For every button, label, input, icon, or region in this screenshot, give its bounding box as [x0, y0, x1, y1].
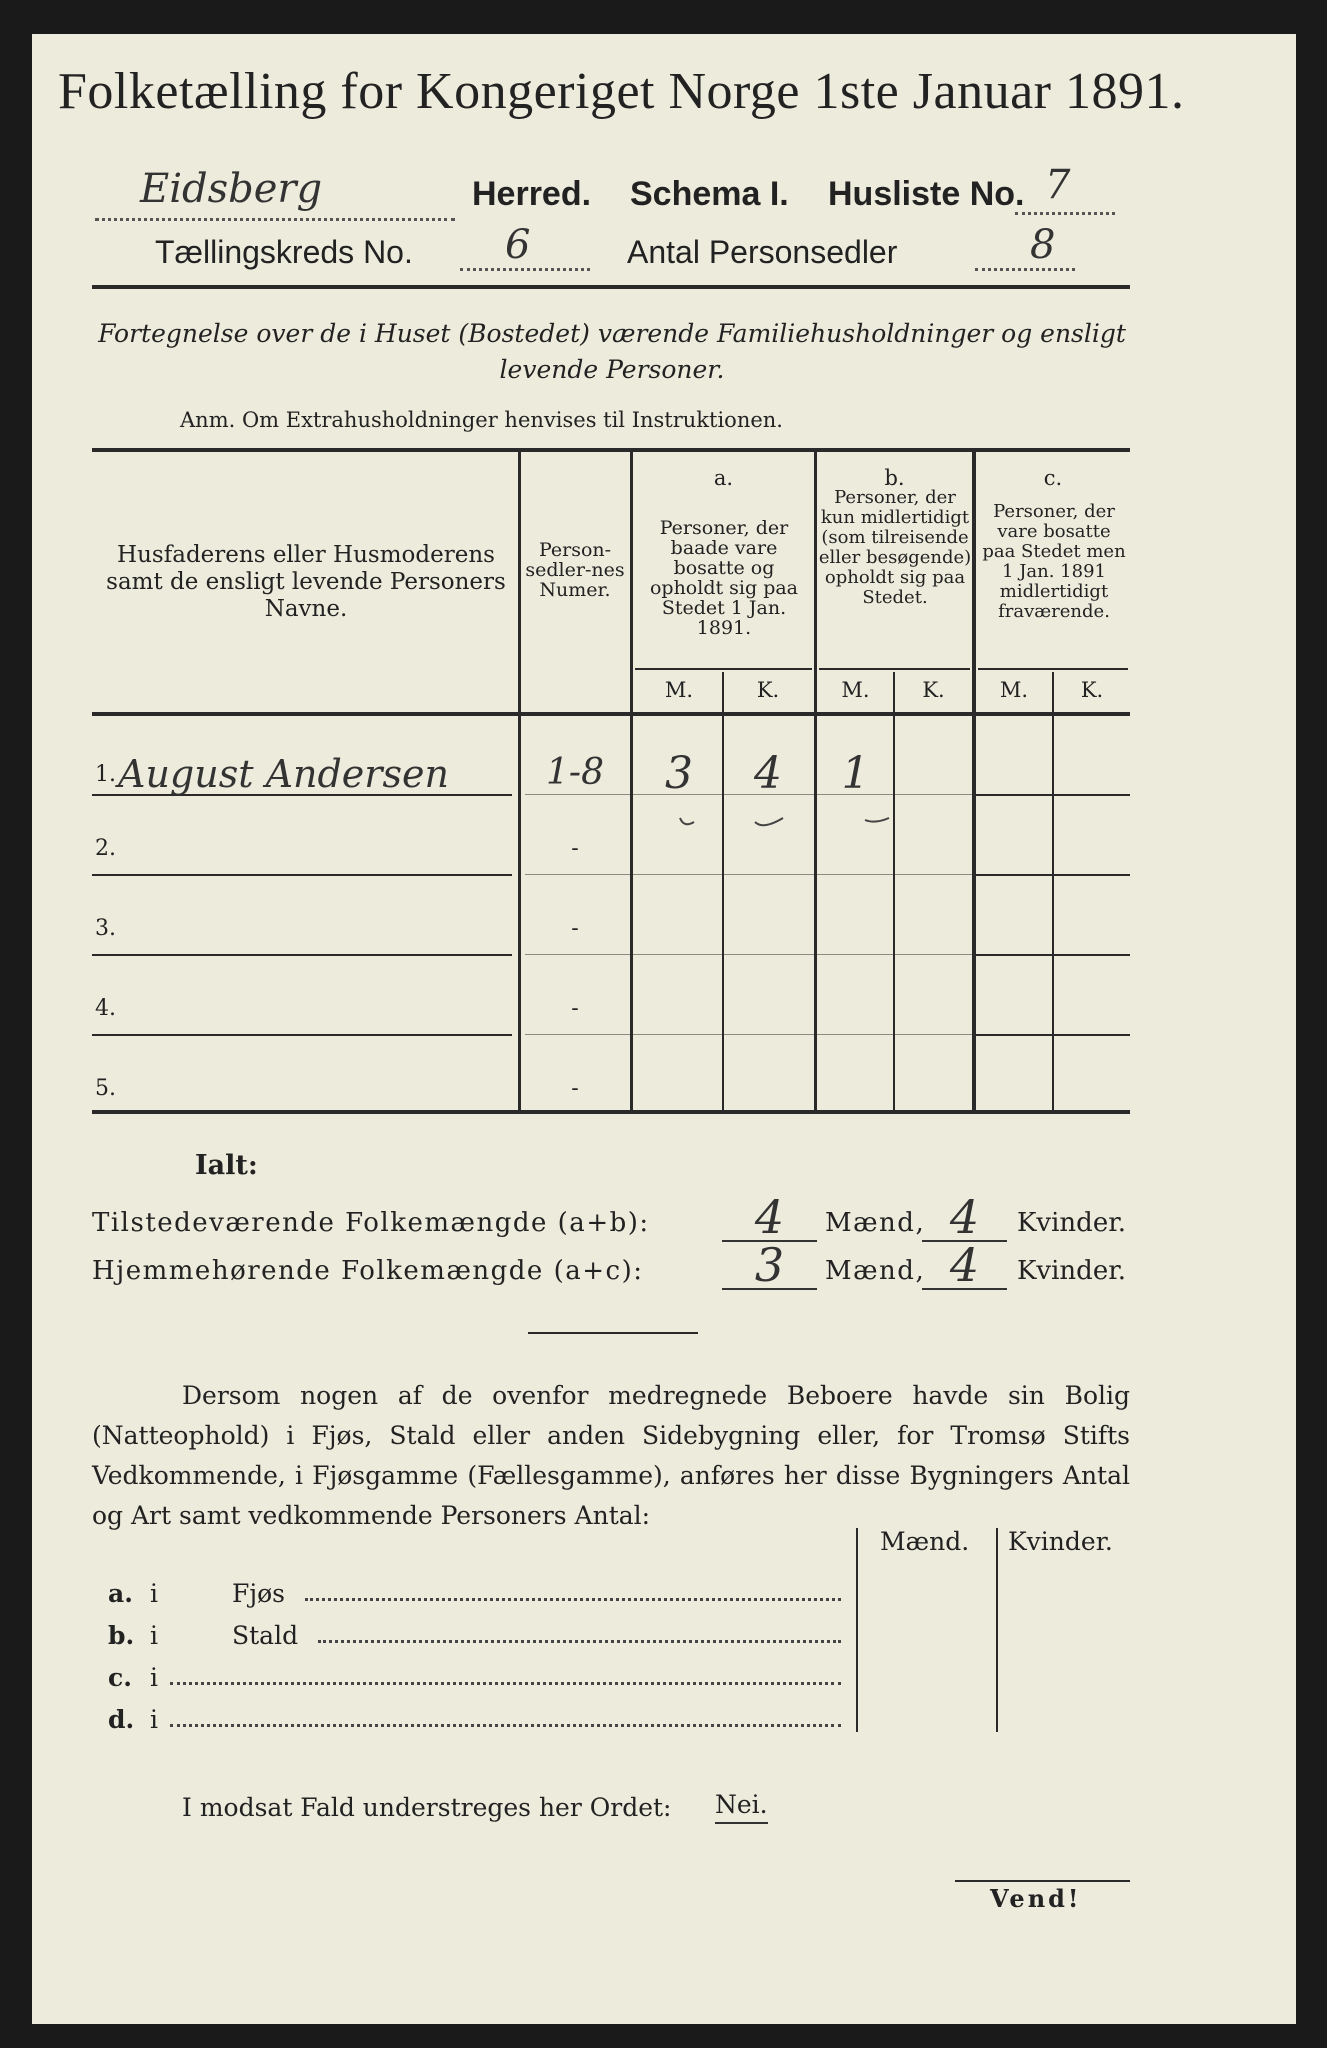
- item-label: Fjøs: [232, 1579, 285, 1608]
- item-prefix: i: [150, 1579, 158, 1608]
- c-k-label: K.: [1080, 678, 1104, 702]
- col-divider: [972, 450, 976, 1112]
- tilstede-maend: 4: [754, 1190, 785, 1244]
- row-rule: [976, 794, 1130, 796]
- item-label: Stald: [232, 1621, 299, 1650]
- mk-divider: [722, 672, 724, 1112]
- separator-rule: [528, 1332, 698, 1334]
- row-number: 5.: [95, 1076, 116, 1101]
- col-c-letter: c.: [1043, 466, 1063, 490]
- a-m-label: M.: [664, 678, 694, 702]
- mk-divider: [893, 672, 895, 1112]
- antal-label: Antal Personsedler: [627, 234, 898, 270]
- ialt-label: Ialt:: [195, 1150, 258, 1181]
- antal-value: 8: [1030, 222, 1056, 268]
- herred-value: Eidsberg: [140, 166, 323, 212]
- row-a-k: 4: [754, 748, 782, 799]
- husliste-label: Husliste No.: [828, 175, 1025, 213]
- tilstede-label: Tilstedeværende Folkemængde (a+b):: [92, 1208, 650, 1238]
- col-b-letter: b.: [884, 466, 905, 490]
- col-num-header: Person-sedler-nes Numer.: [525, 539, 625, 601]
- row-rule: [976, 954, 1130, 956]
- herred-label: Herred.: [472, 175, 592, 213]
- item-dotted-line: [170, 1724, 841, 1727]
- bygning-divider: [856, 1528, 858, 1732]
- row-rule: [92, 874, 512, 876]
- taellingskreds-value: 6: [505, 222, 531, 268]
- col-divider: [814, 450, 817, 1112]
- row-number: 4.: [95, 996, 116, 1021]
- row-rule: [92, 954, 512, 956]
- nei-word: Nei.: [715, 1788, 768, 1824]
- schema-label: Schema I.: [630, 175, 789, 213]
- row-name: August Andersen: [118, 752, 449, 796]
- col-a-letter: a.: [713, 466, 734, 490]
- item-prefix: i: [150, 1621, 158, 1650]
- row-num: -: [571, 836, 579, 861]
- col-a-header: Personer, der baade vare bosatte og opholdt sig paa Stedet 1 Jan. 1891.: [649, 517, 799, 639]
- item-letter: c.: [108, 1663, 132, 1692]
- anm-note: Anm. Om Extrahusholdninger henvises til Instruktionen.: [180, 408, 783, 432]
- item-letter: a.: [108, 1579, 133, 1608]
- b-m-label: M.: [841, 678, 870, 702]
- taellingskreds-label: Tællingskreds No.: [155, 234, 413, 270]
- vend-label: Vend!: [990, 1884, 1082, 1913]
- b-k-label: K.: [922, 678, 945, 702]
- mk-divider: [1052, 672, 1054, 1112]
- col-divider: [518, 450, 521, 1112]
- bygning-divider: [996, 1528, 998, 1732]
- item-prefix: i: [150, 1663, 158, 1692]
- item-letter: b.: [108, 1621, 135, 1650]
- bygning-text: Dersom nogen af de ovenfor medregnede Beboere havde sin Bolig (Natteophold) i Fjøs, Stald eller anden Sidebygning eller, for Tromsø Stifts Vedkommende, i Fjøsgamme (Fællesgamme), anføres her disse Bygningers Antal og Art samt vedkommende Personers Antal:: [92, 1381, 1130, 1530]
- row-num: -: [571, 916, 579, 941]
- tilstede-maend-word: Mænd,: [825, 1208, 926, 1238]
- col-divider: [630, 450, 633, 1112]
- row-number: 2.: [95, 836, 116, 861]
- husliste-value: 7: [1045, 162, 1071, 208]
- modsat-text: I modsat Fald understreges her Ordet:: [182, 1793, 672, 1822]
- col-c-header: Personer, der vare bosatte paa Stedet men 1 Jan. 1891 midlertidigt fraværende.: [982, 501, 1126, 622]
- item-prefix: i: [150, 1705, 158, 1734]
- mk-rule: [635, 668, 812, 670]
- mk-rule: [978, 668, 1128, 670]
- row-a-m: 3: [665, 748, 693, 799]
- row-b-m: 1: [841, 748, 870, 799]
- row-rule: [976, 1034, 1130, 1036]
- hjemme-kvinder: 4: [949, 1238, 980, 1292]
- intro-text: Fortegnelse over de i Huset (Bostedet) værende Familiehusholdninger og ensligt levende Personer.: [98, 319, 1126, 384]
- tick-marks: [640, 800, 900, 840]
- c-m-label: M.: [999, 678, 1029, 702]
- item-dotted-line: [170, 1682, 841, 1685]
- antal-field: [975, 240, 1075, 271]
- bygning-kvinder-header: Kvinder.: [1008, 1527, 1113, 1556]
- hjemme-maend-word: Mænd,: [825, 1256, 926, 1286]
- row-num: -: [571, 996, 579, 1021]
- row-number: 1.: [95, 762, 116, 787]
- row-rule: [976, 874, 1130, 876]
- row-number: 3.: [95, 916, 116, 941]
- item-dotted-line: [318, 1640, 841, 1643]
- hjemme-label: Hjemmehørende Folkemængde (a+c):: [92, 1256, 644, 1286]
- tilstede-kvinder-word: Kvinder.: [1017, 1208, 1127, 1238]
- row-num: -: [571, 1076, 579, 1101]
- form-title: Folketælling for Kongeriget Norge 1ste Januar 1891.: [58, 63, 1185, 120]
- bygning-maend-header: Mænd.: [880, 1527, 970, 1556]
- header-rule: [92, 285, 1130, 289]
- item-dotted-line: [305, 1598, 841, 1601]
- mk-rule: [819, 668, 970, 670]
- tilstede-kvinder: 4: [949, 1190, 980, 1244]
- hjemme-maend: 3: [754, 1238, 785, 1292]
- vend-rule: [955, 1880, 1130, 1882]
- col-name-header: Husfaderens eller Husmoderens samt de ensligt levende Personers Navne.: [106, 542, 506, 622]
- item-letter: d.: [108, 1705, 135, 1734]
- row-rule: [92, 1034, 512, 1036]
- row-num: 1-8: [546, 752, 604, 793]
- a-k-label: K.: [756, 678, 780, 702]
- col-b-header: Personer, der kun midlertidigt (som tilreisende eller besøgende) opholdt sig paa Stedet.: [818, 487, 972, 608]
- hjemme-kvinder-word: Kvinder.: [1017, 1256, 1127, 1286]
